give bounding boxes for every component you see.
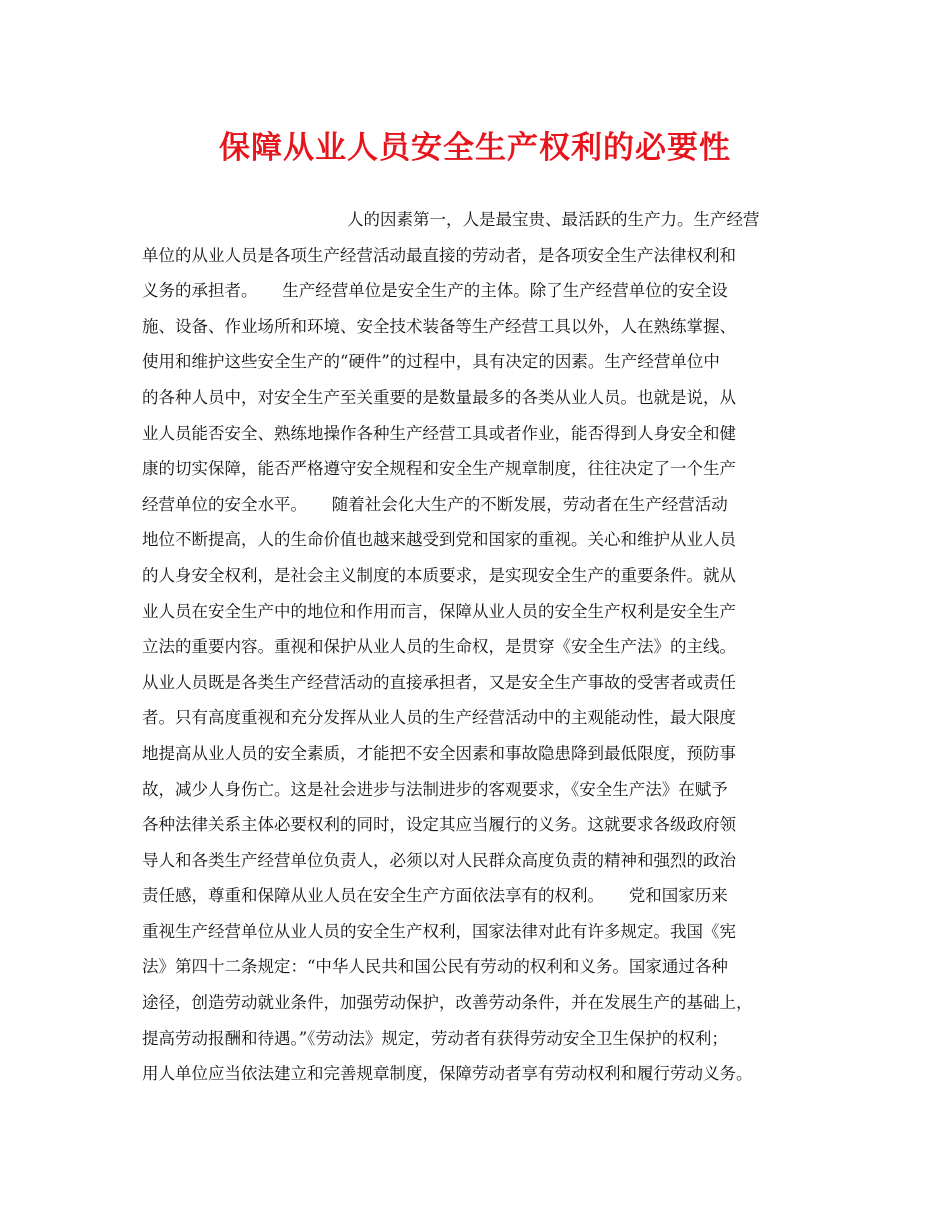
body-line: 故，减少人身伤亡。这是社会进步与法制进步的客观要求，《安全生产法》在赋予 — [142, 779, 728, 799]
body-line: 者。只有高度重视和充分发挥从业人员的生产经营活动中的主观能动性，最大限度 — [142, 708, 736, 728]
body-line: 提高劳动报酬和待遇。”《劳动法》规定，劳动者有获得劳动安全卫生保护的权利； — [142, 1028, 728, 1048]
body-line: 法》第四十二条规定：“中华人民共和国公民有劳动的权利和义务。国家通过各种 — [142, 957, 728, 977]
body-line: 的各种人员中，对安全生产至关重要的是数量最多的各类从业人员。也就是说，从 — [142, 387, 736, 407]
body-line: 从业人员既是各类生产经营活动的直接承担者，又是安全生产事故的受害者或责任 — [142, 672, 736, 692]
body-line: 业人员在安全生产中的地位和作用而言，保障从业人员的安全生产权利是安全生产 — [142, 601, 736, 621]
body-line: 业人员能否安全、熟练地操作各种生产经营工具或者作业，能否得到人身安全和健 — [142, 423, 736, 443]
body-line: 重视生产经营单位从业人员的安全生产权利，国家法律对此有许多规定。我国《宪 — [142, 921, 736, 941]
body-line: 使用和维护这些安全生产的“硬件”的过程中，具有决定的因素。生产经营单位中 — [142, 352, 720, 372]
body-line: 义务的承担者。 生产经营单位是安全生产的主体。除了生产经营单位的安全设 — [142, 281, 728, 301]
body-line: 途径，创造劳动就业条件，加强劳动保护，改善劳动条件，并在发展生产的基础上， — [142, 993, 753, 1013]
body-line: 各种法律关系主体必要权利的同时，设定其应当履行的义务。这就要求各级政府领 — [142, 815, 736, 835]
body-line: 地位不断提高，人的生命价值也越来越受到党和国家的重视。关心和维护从业人员 — [142, 530, 736, 550]
document-title: 保障从业人员安全生产权利的必要性 — [219, 130, 731, 166]
body-line: 经营单位的安全水平。 随着社会化大生产的不断发展，劳动者在生产经营活动 — [142, 494, 728, 514]
body-line: 的人身安全权利，是社会主义制度的本质要求，是实现安全生产的重要条件。就从 — [142, 565, 736, 585]
document-body — [142, 202, 832, 1092]
body-line: 人的因素第一，人是最宝贵、最活跃的生产力。生产经营 — [347, 210, 760, 229]
body-line: 单位的从业人员是各项生产经营活动最直接的劳动者，是各项安全生产法律权利和 — [142, 245, 736, 265]
body-line: 立法的重要内容。重视和保护从业人员的生命权，是贯穿《安全生产法》的主线。 — [142, 637, 736, 657]
body-line: 用人单位应当依法建立和完善规章制度，保障劳动者享有劳动权利和履行劳动义务。 — [142, 1064, 753, 1084]
body-line: 责任感，尊重和保障从业人员在安全生产方面依法享有的权利。 党和国家历来 — [142, 886, 728, 906]
body-line: 导人和各类生产经营单位负责人，必须以对人民群众高度负责的精神和强烈的政治 — [142, 850, 736, 870]
body-line: 康的切实保障，能否严格遵守安全规程和安全生产规章制度，往往决定了一个生产 — [142, 459, 736, 479]
body-line: 地提高从业人员的安全素质，才能把不安全因素和事故隐患降到最低限度，预防事 — [142, 743, 736, 763]
body-line: 施、设备、作业场所和环境、安全技术装备等生产经营工具以外，人在熟练掌握、 — [142, 316, 736, 336]
